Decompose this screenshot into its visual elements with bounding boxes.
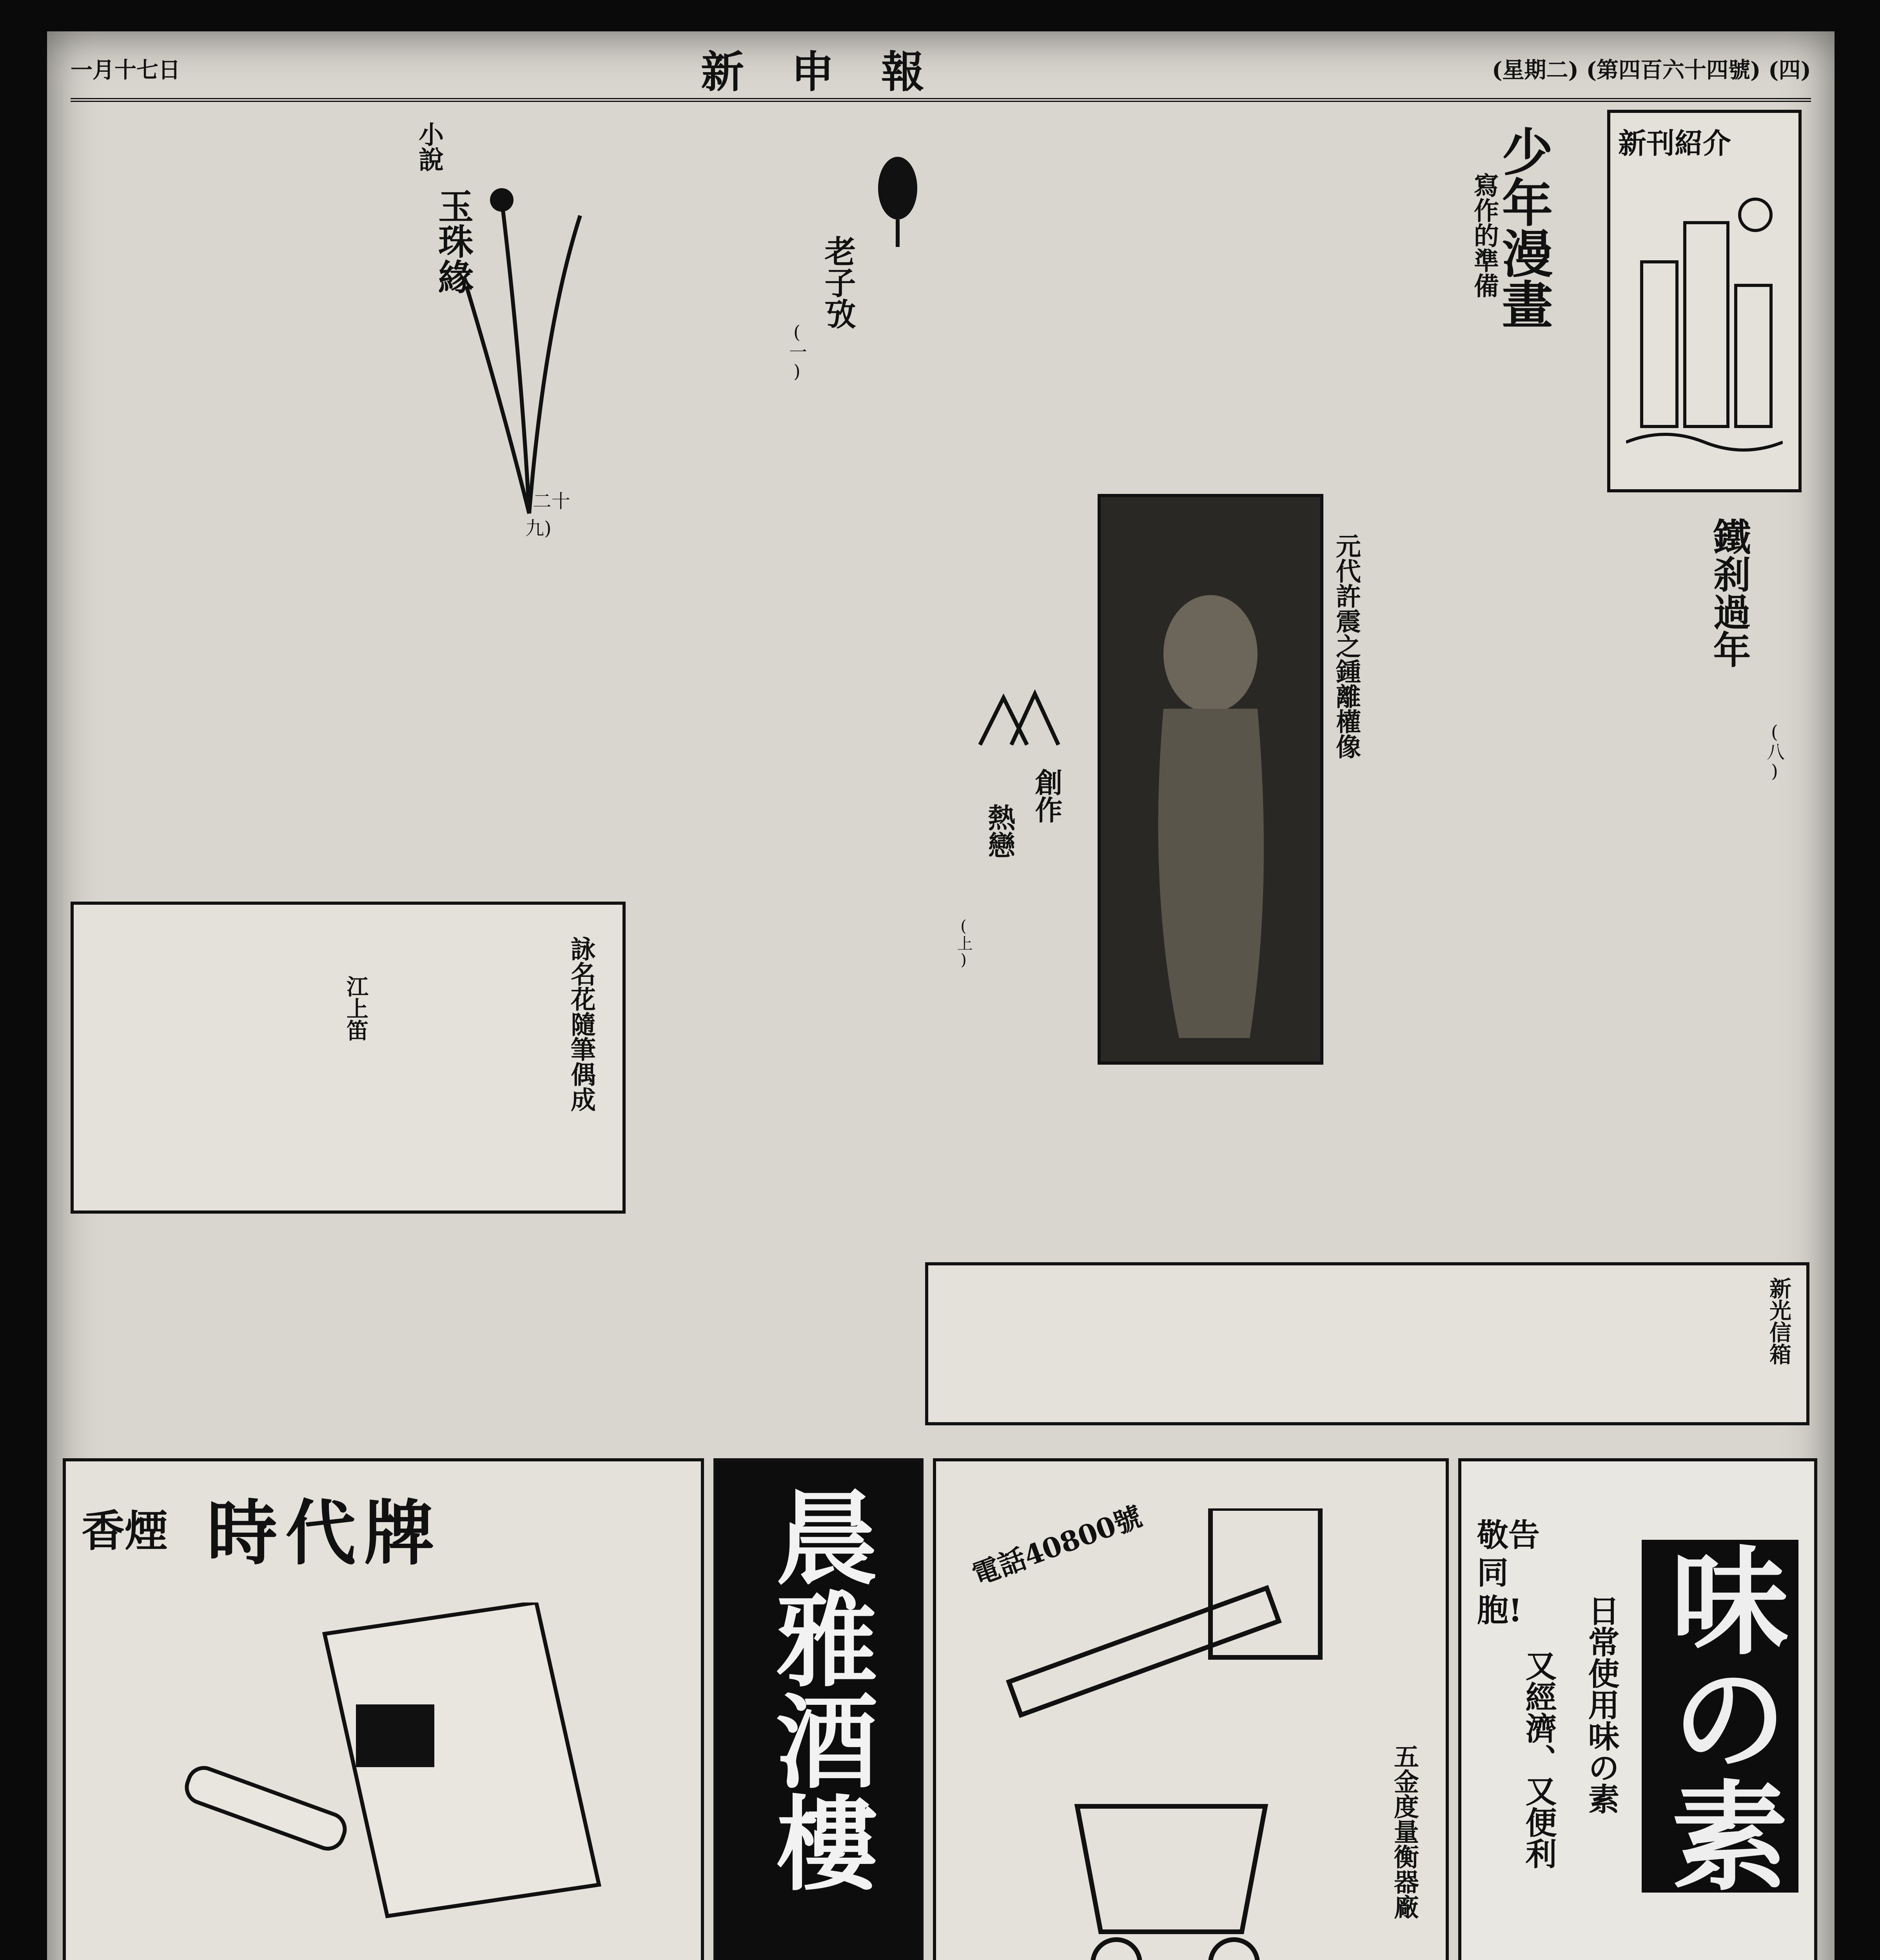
- ajinomoto-notice: 敬告同胞!: [1477, 1517, 1540, 1629]
- new-publication-heading: 新刊紹介: [1618, 127, 1731, 160]
- poem-body: [82, 913, 528, 1203]
- orchid-illustration-icon: [455, 169, 604, 521]
- ajinomoto-name: 味の素: [1642, 1540, 1798, 1893]
- mailbox-body: [936, 1273, 1751, 1414]
- creation-title: 熱戀: [984, 804, 1016, 858]
- cigarette-brand: 時代牌: [207, 1492, 443, 1575]
- city-skyline-icon: [1626, 191, 1783, 466]
- manga-heading: 少年漫畫: [1493, 125, 1553, 329]
- opera-body: [1388, 502, 1709, 1247]
- essay-section: [596, 110, 949, 533]
- manga-title: 寫作的準備: [1470, 172, 1499, 298]
- opera-sub: (八): [1764, 721, 1785, 782]
- scale-ad: [933, 1458, 1449, 1960]
- new-publication-box: [1607, 110, 1802, 492]
- creation-section: [784, 674, 1090, 1121]
- novel-title: 玉珠緣: [432, 188, 474, 294]
- essay-body: [596, 110, 776, 525]
- essay-sub: (一): [786, 321, 808, 382]
- creation-heading: 創作: [1031, 768, 1063, 823]
- serial-body: [71, 541, 776, 894]
- novel-number: (二十九): [525, 490, 570, 539]
- creation-sub: (上): [955, 917, 973, 969]
- figure-painting-icon: [1101, 497, 1320, 1062]
- ajinomoto-ad: [1458, 1458, 1817, 1960]
- masthead-date: 一月十七日: [71, 57, 180, 83]
- ajinomoto-slogan-2: 又經濟、又便利: [1520, 1650, 1557, 1869]
- bird-illustration-icon: [862, 133, 933, 251]
- painting-title: 元代許震之鍾離權像: [1332, 533, 1361, 759]
- poem-subheading: 江上笛: [343, 975, 369, 1041]
- lower-serial-body: [71, 1262, 917, 1419]
- novel-head: 小說: [414, 122, 444, 172]
- weighing-scale-icon: [967, 1508, 1359, 1960]
- opera-section: [1388, 502, 1803, 1254]
- manga-body: [949, 110, 1458, 486]
- poem-heading: 詠名花隨筆偶成: [566, 936, 596, 1112]
- cigarette-kind: 香煙: [82, 1506, 168, 1556]
- essay-title: 老子攷: [819, 235, 856, 329]
- masthead-title: 新申報: [701, 47, 972, 97]
- restaurant-ad: [713, 1458, 924, 1960]
- creation-body: [784, 674, 941, 1113]
- poem-box: [71, 902, 626, 1214]
- cigarette-pack-icon: [183, 1602, 615, 1924]
- birds-illustration-icon: [972, 682, 1066, 760]
- scale-company: 五金度量衡器廠: [1390, 1744, 1419, 1919]
- newspaper-page: [47, 31, 1835, 1960]
- mailbox-heading: 新光信箱: [1766, 1277, 1792, 1365]
- manga-column: [1466, 125, 1591, 447]
- novel-section: [71, 110, 596, 539]
- masthead: [71, 39, 1811, 102]
- masthead-issue: (星期二) (第四百六十四號) (四): [1492, 57, 1811, 83]
- restaurant-name: 晨雅酒樓: [759, 1485, 878, 1893]
- ajinomoto-slogan-1: 日常使用味の素: [1583, 1595, 1620, 1814]
- novel-body: [78, 110, 416, 525]
- opera-heading: 鐵刹過年: [1707, 517, 1751, 668]
- painting-image: [1098, 494, 1323, 1065]
- mailbox-box: [925, 1262, 1809, 1425]
- cigarette-ad: [63, 1458, 704, 1960]
- scale-phone: 電話40800號: [968, 1500, 1146, 1592]
